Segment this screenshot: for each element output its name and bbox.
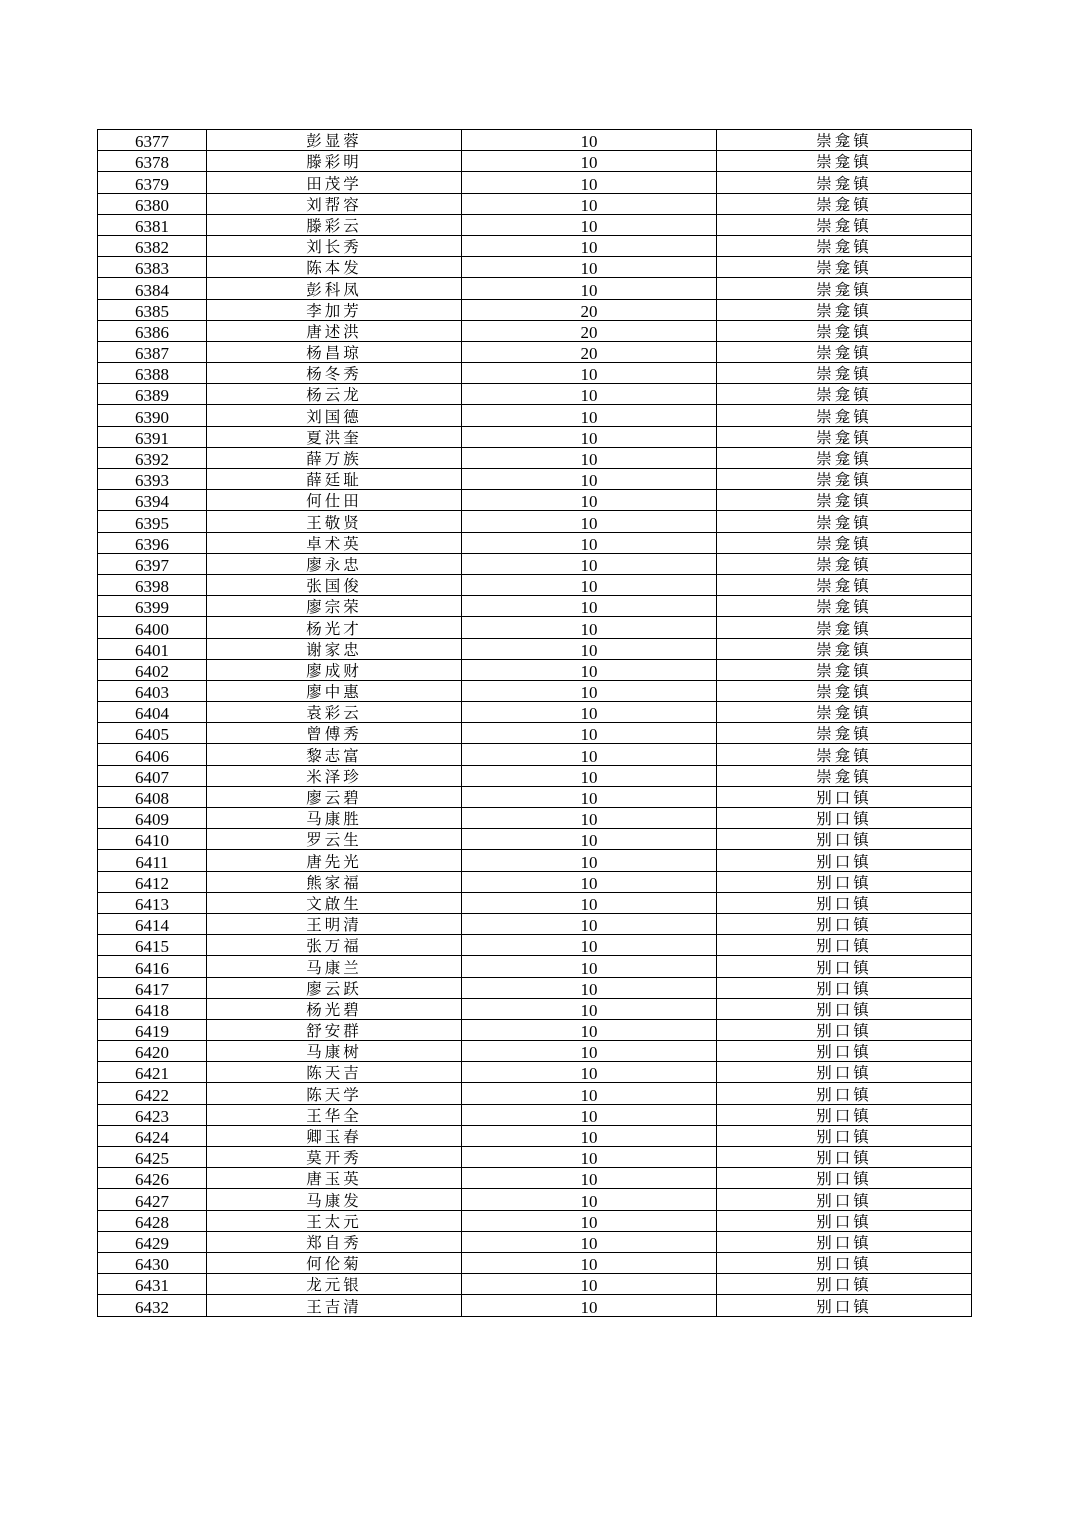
table-row — [98, 638, 972, 659]
cell-number: 6391 — [98, 426, 207, 447]
table-row — [98, 808, 972, 829]
cell-town: 别口镇 — [717, 1104, 972, 1125]
cell-amount: 10 — [462, 1295, 717, 1316]
cell-town: 崇龛镇 — [717, 384, 972, 405]
cell-name: 马康发 — [207, 1189, 462, 1210]
cell-name: 刘长秀 — [207, 235, 462, 256]
cell-number: 6377 — [98, 130, 207, 151]
cell-number: 6414 — [98, 913, 207, 934]
cell-name: 陈天学 — [207, 1083, 462, 1104]
cell-name: 米泽珍 — [207, 765, 462, 786]
cell-number: 6432 — [98, 1295, 207, 1316]
cell-town: 崇龛镇 — [717, 511, 972, 532]
cell-amount: 10 — [462, 1125, 717, 1146]
cell-town: 崇龛镇 — [717, 469, 972, 490]
cell-amount: 10 — [462, 426, 717, 447]
cell-name: 唐先光 — [207, 850, 462, 871]
cell-town: 别口镇 — [717, 808, 972, 829]
table-row — [98, 553, 972, 574]
cell-number: 6410 — [98, 829, 207, 850]
cell-amount: 10 — [462, 850, 717, 871]
cell-amount: 10 — [462, 257, 717, 278]
table-row — [98, 596, 972, 617]
cell-name: 陈天吉 — [207, 1062, 462, 1083]
cell-name: 罗云生 — [207, 829, 462, 850]
cell-amount: 10 — [462, 998, 717, 1019]
cell-number: 6417 — [98, 977, 207, 998]
cell-name: 舒安群 — [207, 1019, 462, 1040]
cell-town: 别口镇 — [717, 1295, 972, 1316]
cell-number: 6428 — [98, 1210, 207, 1231]
cell-number: 6400 — [98, 617, 207, 638]
cell-town: 崇龛镇 — [717, 363, 972, 384]
cell-town: 崇龛镇 — [717, 130, 972, 151]
cell-amount: 10 — [462, 617, 717, 638]
roster-table-body — [98, 130, 972, 1317]
cell-amount: 10 — [462, 1083, 717, 1104]
cell-town: 别口镇 — [717, 850, 972, 871]
cell-name: 马康树 — [207, 1041, 462, 1062]
table-row — [98, 913, 972, 934]
table-row — [98, 680, 972, 701]
cell-name: 何伦菊 — [207, 1252, 462, 1273]
cell-number: 6387 — [98, 341, 207, 362]
cell-number: 6388 — [98, 363, 207, 384]
cell-amount: 10 — [462, 659, 717, 680]
cell-amount: 10 — [462, 1231, 717, 1252]
table-row — [98, 1252, 972, 1273]
cell-town: 崇龛镇 — [717, 299, 972, 320]
cell-number: 6390 — [98, 405, 207, 426]
cell-amount: 10 — [462, 892, 717, 913]
cell-amount: 10 — [462, 532, 717, 553]
cell-name: 王华全 — [207, 1104, 462, 1125]
cell-number: 6384 — [98, 278, 207, 299]
cell-name: 彭显蓉 — [207, 130, 462, 151]
cell-town: 崇龛镇 — [717, 617, 972, 638]
cell-town: 崇龛镇 — [717, 723, 972, 744]
cell-number: 6429 — [98, 1231, 207, 1252]
table-row — [98, 363, 972, 384]
cell-town: 别口镇 — [717, 977, 972, 998]
cell-town: 崇龛镇 — [717, 490, 972, 511]
cell-town: 别口镇 — [717, 1274, 972, 1295]
cell-amount: 10 — [462, 744, 717, 765]
cell-town: 崇龛镇 — [717, 235, 972, 256]
table-row — [98, 1019, 972, 1040]
cell-number: 6415 — [98, 935, 207, 956]
cell-amount: 10 — [462, 913, 717, 934]
cell-name: 唐述洪 — [207, 320, 462, 341]
cell-name: 袁彩云 — [207, 702, 462, 723]
cell-town: 别口镇 — [717, 935, 972, 956]
cell-number: 6413 — [98, 892, 207, 913]
table-row — [98, 1295, 972, 1316]
cell-number: 6420 — [98, 1041, 207, 1062]
cell-town: 别口镇 — [717, 1125, 972, 1146]
cell-amount: 10 — [462, 384, 717, 405]
cell-name: 彭科凤 — [207, 278, 462, 299]
cell-amount: 10 — [462, 193, 717, 214]
cell-amount: 10 — [462, 130, 717, 151]
cell-name: 滕彩云 — [207, 214, 462, 235]
table-row — [98, 998, 972, 1019]
cell-name: 陈本发 — [207, 257, 462, 278]
cell-name: 卓术英 — [207, 532, 462, 553]
cell-name: 廖云碧 — [207, 786, 462, 807]
table-row — [98, 956, 972, 977]
cell-town: 崇龛镇 — [717, 405, 972, 426]
table-row — [98, 511, 972, 532]
cell-name: 马康胜 — [207, 808, 462, 829]
cell-town: 别口镇 — [717, 1041, 972, 1062]
cell-town: 别口镇 — [717, 1062, 972, 1083]
table-row — [98, 744, 972, 765]
cell-amount: 10 — [462, 680, 717, 701]
cell-amount: 10 — [462, 765, 717, 786]
cell-number: 6412 — [98, 871, 207, 892]
table-row — [98, 1147, 972, 1168]
cell-amount: 10 — [462, 151, 717, 172]
cell-amount: 20 — [462, 320, 717, 341]
cell-number: 6402 — [98, 659, 207, 680]
cell-name: 杨昌琼 — [207, 341, 462, 362]
cell-amount: 10 — [462, 1168, 717, 1189]
cell-number: 6418 — [98, 998, 207, 1019]
cell-number: 6422 — [98, 1083, 207, 1104]
cell-number: 6382 — [98, 235, 207, 256]
table-row — [98, 405, 972, 426]
cell-amount: 10 — [462, 702, 717, 723]
cell-number: 6380 — [98, 193, 207, 214]
cell-town: 别口镇 — [717, 1252, 972, 1273]
cell-name: 杨云龙 — [207, 384, 462, 405]
cell-name: 廖中惠 — [207, 680, 462, 701]
table-row — [98, 193, 972, 214]
table-row — [98, 151, 972, 172]
table-row — [98, 447, 972, 468]
table-row — [98, 172, 972, 193]
cell-town: 崇龛镇 — [717, 193, 972, 214]
cell-number: 6395 — [98, 511, 207, 532]
cell-town: 崇龛镇 — [717, 151, 972, 172]
cell-town: 崇龛镇 — [717, 659, 972, 680]
cell-name: 廖成财 — [207, 659, 462, 680]
cell-name: 卿玉春 — [207, 1125, 462, 1146]
table-row — [98, 1274, 972, 1295]
cell-amount: 10 — [462, 829, 717, 850]
cell-town: 崇龛镇 — [717, 574, 972, 595]
cell-name: 廖宗荣 — [207, 596, 462, 617]
table-row — [98, 1231, 972, 1252]
cell-number: 6386 — [98, 320, 207, 341]
cell-town: 崇龛镇 — [717, 596, 972, 617]
cell-name: 刘国德 — [207, 405, 462, 426]
cell-number: 6397 — [98, 553, 207, 574]
table-row — [98, 490, 972, 511]
cell-town: 崇龛镇 — [717, 341, 972, 362]
cell-name: 张万福 — [207, 935, 462, 956]
table-row — [98, 1168, 972, 1189]
cell-town: 别口镇 — [717, 1210, 972, 1231]
cell-name: 龙元银 — [207, 1274, 462, 1295]
cell-amount: 10 — [462, 511, 717, 532]
table-row — [98, 278, 972, 299]
cell-number: 6396 — [98, 532, 207, 553]
cell-number: 6383 — [98, 257, 207, 278]
cell-number: 6426 — [98, 1168, 207, 1189]
cell-town: 别口镇 — [717, 829, 972, 850]
cell-town: 别口镇 — [717, 913, 972, 934]
table-row — [98, 765, 972, 786]
table-row — [98, 257, 972, 278]
cell-name: 薛廷耻 — [207, 469, 462, 490]
table-row — [98, 299, 972, 320]
cell-amount: 10 — [462, 553, 717, 574]
cell-amount: 10 — [462, 1019, 717, 1040]
cell-name: 曾傅秀 — [207, 723, 462, 744]
cell-town: 崇龛镇 — [717, 214, 972, 235]
cell-number: 6378 — [98, 151, 207, 172]
cell-name: 廖云跃 — [207, 977, 462, 998]
cell-amount: 10 — [462, 490, 717, 511]
cell-town: 别口镇 — [717, 892, 972, 913]
cell-town: 崇龛镇 — [717, 680, 972, 701]
table-row — [98, 1210, 972, 1231]
cell-amount: 10 — [462, 1274, 717, 1295]
cell-name: 何仕田 — [207, 490, 462, 511]
cell-name: 谢家忠 — [207, 638, 462, 659]
cell-amount: 10 — [462, 808, 717, 829]
cell-name: 张国俊 — [207, 574, 462, 595]
cell-town: 别口镇 — [717, 871, 972, 892]
cell-number: 6389 — [98, 384, 207, 405]
cell-amount: 10 — [462, 278, 717, 299]
cell-amount: 10 — [462, 172, 717, 193]
cell-amount: 10 — [462, 596, 717, 617]
table-row — [98, 702, 972, 723]
cell-name: 郑自秀 — [207, 1231, 462, 1252]
cell-town: 别口镇 — [717, 1083, 972, 1104]
table-row — [98, 384, 972, 405]
cell-number: 6403 — [98, 680, 207, 701]
cell-number: 6404 — [98, 702, 207, 723]
cell-number: 6407 — [98, 765, 207, 786]
cell-town: 别口镇 — [717, 956, 972, 977]
cell-number: 6431 — [98, 1274, 207, 1295]
cell-name: 王吉清 — [207, 1295, 462, 1316]
cell-name: 王明清 — [207, 913, 462, 934]
cell-number: 6423 — [98, 1104, 207, 1125]
table-row — [98, 1189, 972, 1210]
table-row — [98, 1062, 972, 1083]
table-row — [98, 892, 972, 913]
table-row — [98, 1041, 972, 1062]
cell-name: 莫开秀 — [207, 1147, 462, 1168]
cell-amount: 10 — [462, 1062, 717, 1083]
cell-town: 崇龛镇 — [717, 426, 972, 447]
table-row — [98, 426, 972, 447]
cell-town: 崇龛镇 — [717, 447, 972, 468]
cell-name: 廖永忠 — [207, 553, 462, 574]
table-row — [98, 829, 972, 850]
cell-amount: 10 — [462, 469, 717, 490]
cell-amount: 10 — [462, 235, 717, 256]
table-row — [98, 1125, 972, 1146]
cell-town: 别口镇 — [717, 1168, 972, 1189]
cell-town: 别口镇 — [717, 1019, 972, 1040]
cell-amount: 10 — [462, 1189, 717, 1210]
cell-town: 崇龛镇 — [717, 172, 972, 193]
table-row — [98, 786, 972, 807]
table-row — [98, 214, 972, 235]
cell-number: 6394 — [98, 490, 207, 511]
cell-number: 6405 — [98, 723, 207, 744]
cell-number: 6398 — [98, 574, 207, 595]
cell-number: 6427 — [98, 1189, 207, 1210]
cell-number: 6401 — [98, 638, 207, 659]
cell-town: 别口镇 — [717, 998, 972, 1019]
table-row — [98, 871, 972, 892]
table-row — [98, 574, 972, 595]
cell-name: 杨冬秀 — [207, 363, 462, 384]
cell-amount: 10 — [462, 786, 717, 807]
cell-name: 李加芳 — [207, 299, 462, 320]
cell-name: 黎志富 — [207, 744, 462, 765]
cell-number: 6416 — [98, 956, 207, 977]
cell-number: 6392 — [98, 447, 207, 468]
cell-name: 夏洪奎 — [207, 426, 462, 447]
table-row — [98, 850, 972, 871]
cell-number: 6430 — [98, 1252, 207, 1273]
cell-name: 熊家福 — [207, 871, 462, 892]
cell-name: 滕彩明 — [207, 151, 462, 172]
document-table-container — [97, 129, 971, 1317]
cell-name: 杨光才 — [207, 617, 462, 638]
cell-amount: 10 — [462, 956, 717, 977]
cell-name: 王敬贤 — [207, 511, 462, 532]
cell-number: 6419 — [98, 1019, 207, 1040]
cell-amount: 10 — [462, 638, 717, 659]
cell-name: 刘帮容 — [207, 193, 462, 214]
table-row — [98, 1083, 972, 1104]
cell-number: 6406 — [98, 744, 207, 765]
cell-name: 文啟生 — [207, 892, 462, 913]
table-row — [98, 320, 972, 341]
table-row — [98, 130, 972, 151]
cell-town: 崇龛镇 — [717, 320, 972, 341]
cell-town: 别口镇 — [717, 1189, 972, 1210]
table-row — [98, 532, 972, 553]
cell-amount: 10 — [462, 1041, 717, 1062]
cell-amount: 10 — [462, 447, 717, 468]
cell-town: 崇龛镇 — [717, 638, 972, 659]
cell-amount: 10 — [462, 214, 717, 235]
cell-town: 崇龛镇 — [717, 765, 972, 786]
cell-amount: 10 — [462, 363, 717, 384]
cell-amount: 10 — [462, 935, 717, 956]
cell-name: 薛万族 — [207, 447, 462, 468]
cell-name: 田茂学 — [207, 172, 462, 193]
cell-town: 别口镇 — [717, 1147, 972, 1168]
cell-number: 6399 — [98, 596, 207, 617]
cell-name: 王太元 — [207, 1210, 462, 1231]
cell-amount: 20 — [462, 341, 717, 362]
table-row — [98, 469, 972, 490]
cell-town: 崇龛镇 — [717, 553, 972, 574]
cell-amount: 10 — [462, 1252, 717, 1273]
table-row — [98, 659, 972, 680]
cell-town: 崇龛镇 — [717, 744, 972, 765]
table-row — [98, 977, 972, 998]
table-row — [98, 617, 972, 638]
cell-town: 别口镇 — [717, 786, 972, 807]
cell-amount: 10 — [462, 977, 717, 998]
cell-number: 6393 — [98, 469, 207, 490]
cell-amount: 10 — [462, 1147, 717, 1168]
cell-number: 6408 — [98, 786, 207, 807]
table-row — [98, 1104, 972, 1125]
cell-number: 6421 — [98, 1062, 207, 1083]
cell-amount: 10 — [462, 574, 717, 595]
cell-number: 6425 — [98, 1147, 207, 1168]
cell-amount: 10 — [462, 871, 717, 892]
table-row — [98, 235, 972, 256]
cell-amount: 10 — [462, 1210, 717, 1231]
cell-number: 6409 — [98, 808, 207, 829]
cell-number: 6379 — [98, 172, 207, 193]
cell-town: 别口镇 — [717, 1231, 972, 1252]
cell-amount: 10 — [462, 405, 717, 426]
table-row — [98, 341, 972, 362]
cell-name: 唐玉英 — [207, 1168, 462, 1189]
cell-town: 崇龛镇 — [717, 257, 972, 278]
cell-name: 杨光碧 — [207, 998, 462, 1019]
cell-town: 崇龛镇 — [717, 278, 972, 299]
cell-number: 6411 — [98, 850, 207, 871]
cell-amount: 10 — [462, 1104, 717, 1125]
table-row — [98, 723, 972, 744]
cell-town: 崇龛镇 — [717, 532, 972, 553]
cell-amount: 20 — [462, 299, 717, 320]
cell-number: 6385 — [98, 299, 207, 320]
cell-number: 6424 — [98, 1125, 207, 1146]
cell-number: 6381 — [98, 214, 207, 235]
table-row — [98, 935, 972, 956]
cell-amount: 10 — [462, 723, 717, 744]
cell-town: 崇龛镇 — [717, 702, 972, 723]
cell-name: 马康兰 — [207, 956, 462, 977]
roster-table — [97, 129, 972, 1317]
